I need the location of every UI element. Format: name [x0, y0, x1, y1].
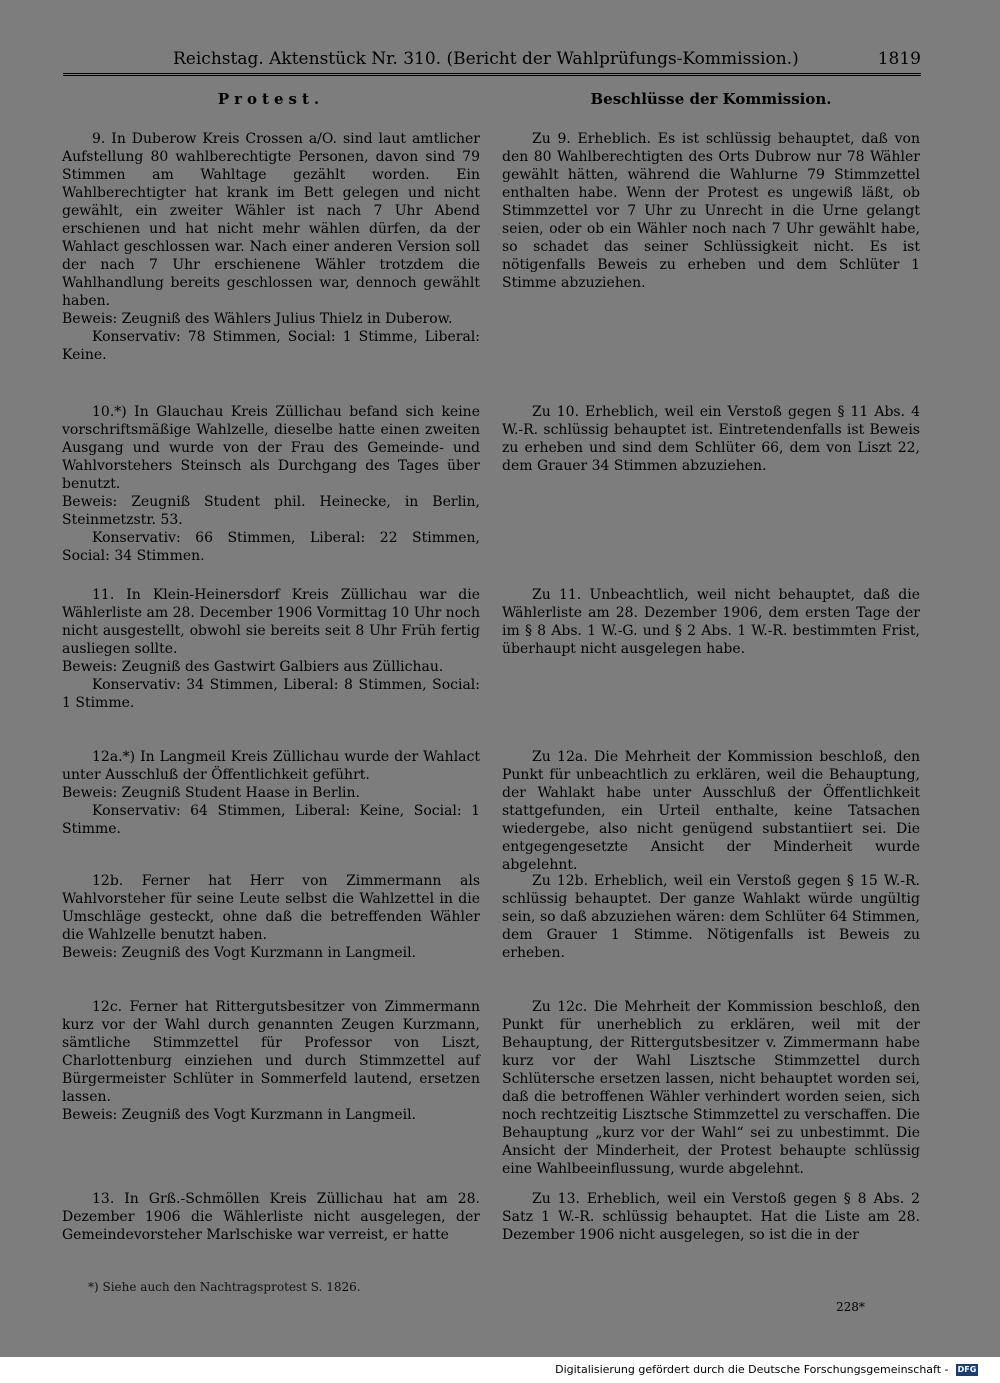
decisions-title: Beschlüsse der Kommission. — [590, 90, 832, 108]
decision-item — [502, 403, 920, 475]
decision-text: Zu 9. Erheblich. Es ist schlüssig behauptet, daß von den 80 Wahlberechtigten des Orts Dubrow nur 78 Wähler gewählt hätten, während die Wahlurne 79 Stimmzettel enthalten habe. Wenn der Protest es ungewiß läßt, ob Stimmzettel vor 7 Uhr zu Unrecht in die Urne gelangt seien, oder ob ein Wähler noch nach 7 Uhr gewählt habe, so schadet das seiner Schlüssigkeit nicht. Es ist nötigenfalls Beweis zu erheben und dem Schlüter 1 Stimme abzuziehen. — [502, 131, 920, 291]
protest-item — [62, 872, 480, 962]
header-page-number: 1819 — [877, 49, 921, 69]
protest-title: Protest. — [217, 90, 325, 108]
decision-item — [502, 586, 920, 658]
protest-beweis: Beweis: Zeugniß des Vogt Kurzmann in Langmeil. — [62, 1107, 417, 1123]
decision-item — [502, 998, 920, 1178]
protest-beweis: Beweis: Zeugniß Student Haase in Berlin. — [62, 785, 360, 801]
protest-item — [62, 748, 480, 838]
protest-text: 11. In Klein-Heinersdorf Kreis Züllichau war die Wählerliste am 28. December 1906 Vormittag 10 Uhr noch nicht ausgestellt, obwohl sie bereits seit 8 Uhr Früh fertig ausliegen sollte. — [62, 587, 480, 657]
protest-result: Konservativ: 64 Stimmen, Liberal: Keine, Social: 1 Stimme. — [62, 803, 480, 837]
protest-text: 9. In Duberow Kreis Crossen a/O. sind laut amtlicher Aufstellung 80 wahlberechtigte Personen, davon sind 79 Stimmen am Wahltage gezählt worden. Ein Wahlberechtigter hat krank im Bett gelegen und nicht gewählt, ein zweiter Wähler ist nach 7 Uhr Abend erschienen und hat nicht mehr wählen dürfen, da der Wahlact geschlossen war. Nach einer anderen Version soll der nach 7 Uhr erschienene Wähler trotzdem die Wahlhandlung bereits geschlossen war, dennoch gewählt haben. — [62, 131, 480, 309]
signature-mark: 228* — [836, 1300, 865, 1314]
decision-text: Zu 10. Erheblich, weil ein Verstoß gegen § 11 Abs. 4 W.-R. schlüssig behauptet ist. Eintretendenfalls ist Beweis zu erheben und sind dem Schlüter 66, dem von Liszt 22, dem Grauer 34 Stimmen abzuziehen. — [502, 404, 920, 474]
decision-text: Zu 12c. Die Mehrheit der Kommission beschloß, den Punkt für unerheblich zu erklären, weil mit der Behauptung, der Rittergutsbesitzer v. Zimmermann habe kurz vor der Wahl Lisztsche Stimmzettel durch Schlütersche ersetzen lassen, nicht behauptet worden sei, daß die betroffenen Wähler verhindert worden seien, sich noch rechtzeitig Lisztsche Stimmzettel zu verschaffen. Die Behauptung „kurz vor der Wahl“ sei zu unbestimmt. Die Ansicht der Minderheit, der Protest behaupte schlüssig eine Wahlbeeinflussung, wurde abgelehnt. — [502, 999, 920, 1177]
protest-text: 12b. Ferner hat Herr von Zimmermann als Wahlvorsteher für seine Leute selbst die Wahlzettel in die Umschläge gesteckt, ohne daß die betreffenden Wähler die Wahlzelle benutzt haben. — [62, 873, 480, 943]
protest-text: 12c. Ferner hat Rittergutsbesitzer von Zimmermann kurz vor der Wahl durch genannten Zeugen Kurzmann, sämtliche Stimmzettel für Professor von Liszt, Charlottenburg einziehen und durch Stimmzettel auf Bürgermeister Schlüter in Sommerfeld lautend, ersetzen lassen. — [62, 999, 480, 1105]
decision-text: Zu 11. Unbeachtlich, weil nicht behauptet, daß die Wählerliste am 28. Dezember 1906, dem ersten Tage der im § 8 Abs. 1 W.-G. und § 2 Abs. 1 W.-R. bestimmten Frist, überhaupt nicht ausgelegen habe. — [502, 587, 920, 657]
protest-result: Konservativ: 78 Stimmen, Social: 1 Stimme, Liberal: Keine. — [62, 329, 480, 363]
decision-text: Zu 13. Erheblich, weil ein Verstoß gegen § 8 Abs. 2 Satz 1 W.-R. schlüssig behauptet. Hat die Liste am 28. Dezember 1906 nicht ausgelegen, so ist die in der — [502, 1191, 920, 1243]
protest-result: Konservativ: 66 Stimmen, Liberal: 22 Stimmen, Social: 34 Stimmen. — [62, 530, 480, 564]
protest-beweis: Beweis: Zeugniß des Wählers Julius Thielz in Duberow. — [62, 311, 453, 327]
protest-text: 10.*) In Glauchau Kreis Züllichau befand sich keine vorschriftsmäßige Wahlzelle, dieselbe hatte einen zweiten Ausgang und wurde von der Frau des Gemeinde- und Wahlvorstehers Steinsch als Durchgang des Tages über benutzt. — [62, 404, 480, 492]
decision-text: Zu 12a. Die Mehrheit der Kommission beschloß, den Punkt für unbeachtlich zu erklären, weil die Behauptung, der Wahlakt habe unter Ausschluß der Öffentlichkeit stattgefunden, ein Urteil enthalte, keine Tatsachen wiedergebe, also nicht genügend substantiiert sei. Die entgegengesetzte Ansicht der Minderheit wurde abgelehnt. — [502, 749, 920, 873]
footnote: *) Siehe auch den Nachtragsprotest S. 1826. — [88, 1280, 361, 1294]
protest-beweis: Beweis: Zeugniß des Vogt Kurzmann in Langmeil. — [62, 945, 417, 961]
protest-item — [62, 586, 480, 712]
protest-beweis: Beweis: Zeugniß des Gastwirt Galbiers aus Züllichau. — [62, 659, 444, 675]
decision-item — [502, 1190, 920, 1244]
decision-item — [502, 748, 920, 874]
decision-text: Zu 12b. Erheblich, weil ein Verstoß gegen § 15 W.-R. schlüssig behauptet. Der ganze Wahlakt würde ungültig sein, so daß abzuziehen wären: dem Schlüter 64 Stimmen, dem Grauer 1 Stimme. Nötigenfalls ist Beweis zu erheben. — [502, 873, 920, 961]
protest-text: 12a.*) In Langmeil Kreis Züllichau wurde der Wahlact unter Ausschluß der Öffentlichkeit geführt. — [62, 749, 480, 783]
decision-item — [502, 872, 920, 962]
credit-line — [551, 1361, 982, 1379]
header-title: Reichstag. Aktenstück Nr. 310. (Bericht der Wahlprüfungs-Kommission.) — [173, 49, 799, 69]
protest-result: Konservativ: 34 Stimmen, Liberal: 8 Stimmen, Social: 1 Stimme. — [62, 677, 480, 711]
protest-item — [62, 998, 480, 1124]
protest-beweis: Beweis: Zeugniß Student phil. Heinecke, in Berlin, Steinmetzstr. 53. — [62, 494, 480, 528]
protest-item — [62, 1190, 480, 1244]
dfg-logo-icon: DFG — [957, 1365, 977, 1374]
header-rule — [63, 73, 921, 76]
protest-text: 13. In Grß.-Schmöllen Kreis Züllichau hat am 28. Dezember 1906 die Wählerliste nicht ausgelegen, der Gemeindevorsteher Marlschiske war verreist, er hatte — [62, 1191, 480, 1243]
decision-item — [502, 130, 920, 292]
page-header — [63, 44, 921, 74]
protest-item — [62, 130, 480, 364]
credit-text: Digitalisierung gefördert durch die Deutsche Forschungsgemeinschaft - — [555, 1363, 949, 1376]
protest-item — [62, 403, 480, 565]
